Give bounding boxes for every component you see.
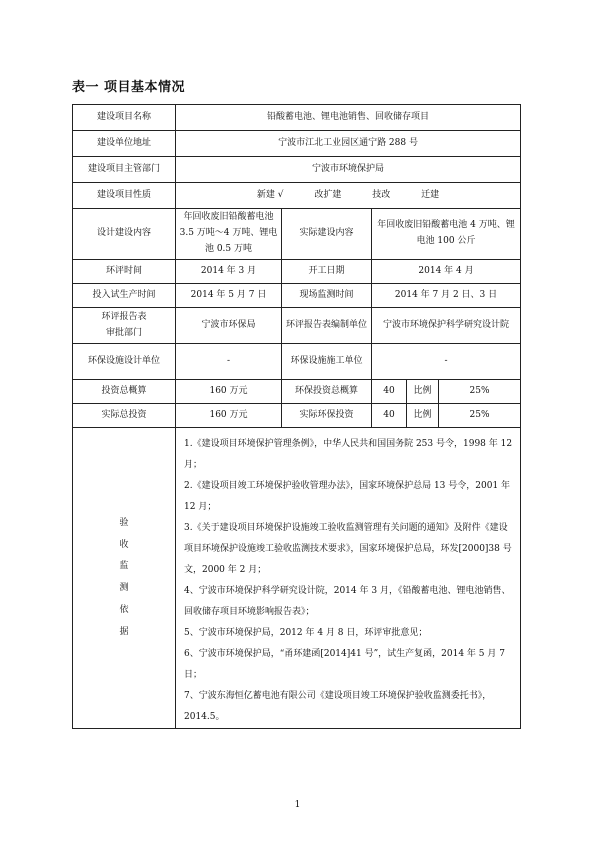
label-ratio: 比例	[407, 404, 439, 428]
value-trial-time: 2014 年 5 月 7 日	[176, 284, 282, 308]
label-unit-address: 建设单位地址	[73, 131, 176, 157]
row-budget	[73, 380, 521, 404]
value-env-budget: 40	[372, 380, 407, 404]
value-facility-build: -	[372, 344, 521, 380]
project-info-table	[72, 104, 521, 729]
value-approval-dept: 宁波市环保局	[176, 308, 282, 344]
value-start-date: 2014 年 4 月	[372, 260, 521, 284]
label-approval-dept: 环评报告表 审批部门	[73, 308, 176, 344]
basis-item: 6、宁波市环境保护局，“甬环建函[2014]41 号”，试生产复函，2014 年 5 月 7 日；	[184, 649, 505, 680]
label-facility-design: 环保设施设计单位	[73, 344, 176, 380]
label-facility-build: 环保设施施工单位	[282, 344, 372, 380]
value-eia-time: 2014 年 3 月	[176, 260, 282, 284]
value-nature	[176, 183, 521, 209]
page-number: 1	[294, 800, 301, 810]
row-facility	[73, 344, 521, 380]
label-actual-env-invest: 实际环保投资	[282, 404, 372, 428]
value-facility-design: -	[176, 344, 282, 380]
basis-item: 4、宁波市环境保护科学研究设计院，2014 年 3 月，《铅酸蓄电池、锂电池销售、回收储存项目环境影响报告表》；	[184, 586, 511, 617]
nature-option: 迁建	[421, 189, 440, 200]
value-project-name: 铅酸蓄电池、锂电池销售、回收储存项目	[176, 105, 521, 131]
nature-option: 新建 √	[256, 189, 284, 200]
value-unit-address: 宁波市江北工业园区通宁路 288 号	[176, 131, 521, 157]
basis-item: 5、宁波市环境保护局，2012 年 4 月 8 日，环评审批意见；	[184, 628, 428, 638]
row-authority	[73, 157, 521, 183]
value-budget: 160 万元	[176, 380, 282, 404]
value-monitor-time: 2014 年 7 月 2 日、3 日	[372, 284, 521, 308]
label-actual-content: 实际建设内容	[282, 209, 372, 260]
value-actual-env-invest: 40	[372, 404, 407, 428]
basis-item: 7、宁波东海恒亿蓄电池有限公司《建设项目竣工环境保护验收监测委托书》，2014.5。	[184, 691, 492, 722]
value-actual-content: 年回收废旧铅酸蓄电池 4 万吨、锂电池 100 公斤	[372, 209, 521, 260]
row-actual	[73, 404, 521, 428]
value-design-content: 年回收废旧铅酸蓄电池 3.5 万吨～4 万吨、锂电池 0.5 万吨	[176, 209, 282, 260]
label-project-name: 建设项目名称	[73, 105, 176, 131]
value-compile-unit: 宁波市环境保护科学研究设计院	[372, 308, 521, 344]
label-monitor-time: 现场监测时间	[282, 284, 372, 308]
value-ratio: 25%	[439, 404, 521, 428]
basis-list	[176, 428, 521, 729]
basis-item: 1.《建设项目环境保护管理条例》，中华人民共和国国务院 253 号令，1998 年 12 月；	[184, 439, 513, 470]
label-nature: 建设项目性质	[73, 183, 176, 209]
row-nature	[73, 183, 521, 209]
label-env-budget: 环保投资总概算	[282, 380, 372, 404]
label-authority: 建设项目主管部门	[73, 157, 176, 183]
row-capacity	[73, 209, 521, 260]
value-actual-invest: 160 万元	[176, 404, 282, 428]
nature-option: 技改	[372, 189, 391, 200]
label-basis: 验 收 监 测 依 据	[73, 428, 176, 729]
basis-item: 3.《关于建设项目环境保护设施竣工验收监测管理有关问题的通知》及附件《建设项目环境保护设施竣工验收监测技术要求》，国家环境保护总局，环发[2000]38 号文，2000 年 2 月；	[184, 523, 512, 575]
row-project-name	[73, 105, 521, 131]
label-design-content: 设计建设内容	[73, 209, 176, 260]
basis-item: 2.《建设项目竣工环境保护验收管理办法》，国家环境保护总局 13 号令，2001 年 12 月；	[184, 481, 511, 512]
row-unit-address	[73, 131, 521, 157]
row-trial	[73, 284, 521, 308]
label-start-date: 开工日期	[282, 260, 372, 284]
row-timing	[73, 260, 521, 284]
nature-option: 改扩建	[314, 189, 342, 200]
label-eia-time: 环评时间	[73, 260, 176, 284]
label-ratio: 比例	[407, 380, 439, 404]
label-trial-time: 投入试生产时间	[73, 284, 176, 308]
label-compile-unit: 环评报告表编制单位	[282, 308, 372, 344]
row-basis	[73, 428, 521, 729]
label-budget: 投资总概算	[73, 380, 176, 404]
section-title: 表一 项目基本情况	[72, 80, 186, 95]
row-approval	[73, 308, 521, 344]
value-ratio: 25%	[439, 380, 521, 404]
value-authority: 宁波市环境保护局	[176, 157, 521, 183]
label-actual-invest: 实际总投资	[73, 404, 176, 428]
